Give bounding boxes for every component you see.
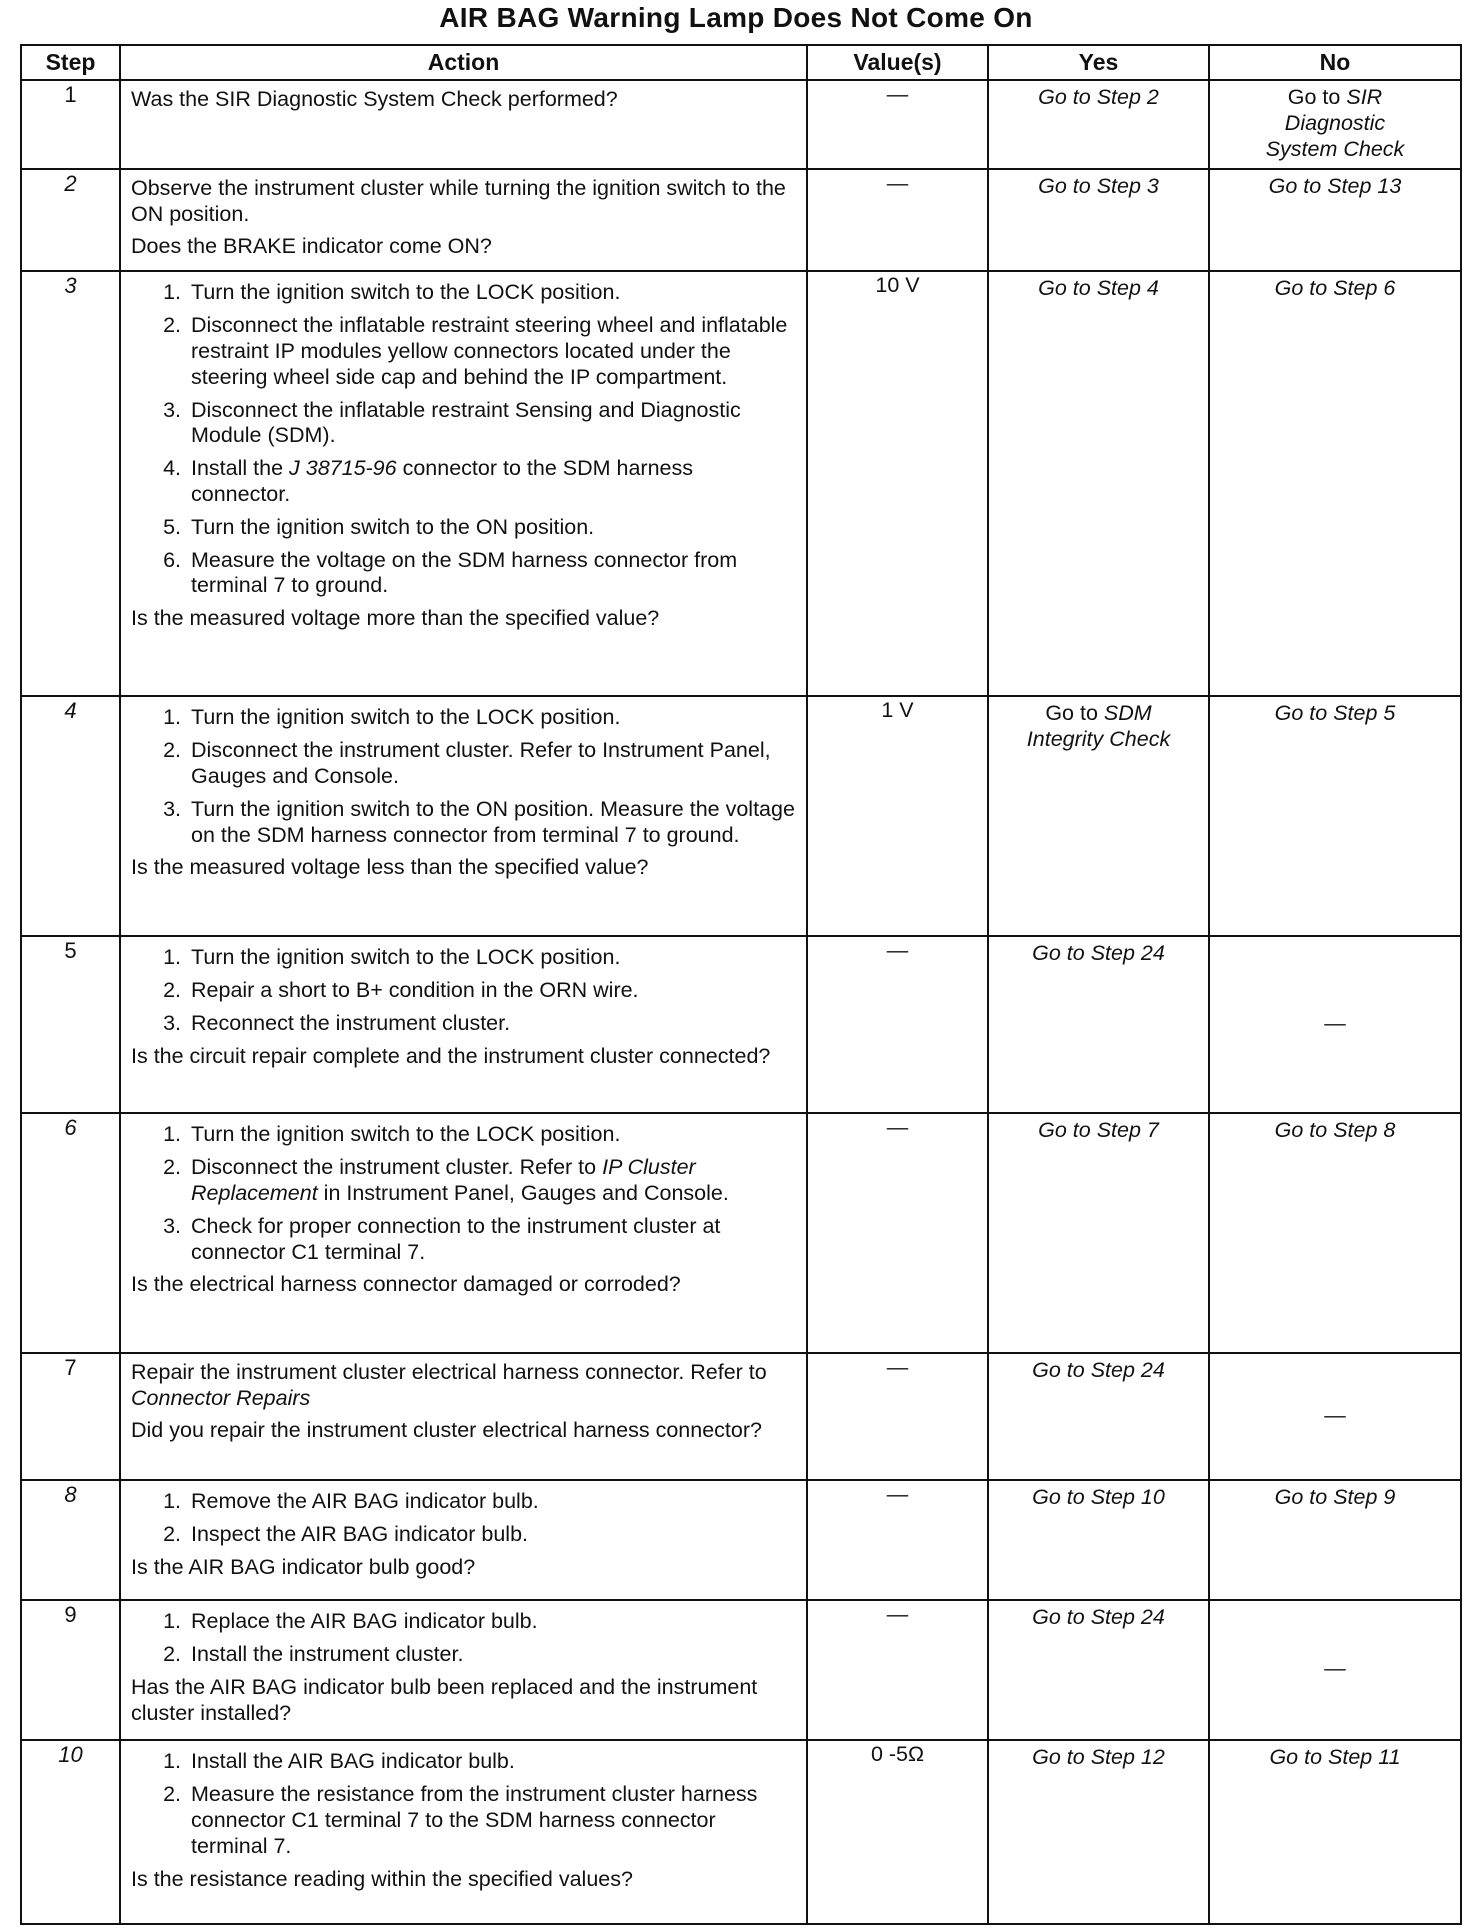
step-number: 3 (21, 271, 120, 696)
action-cell (120, 936, 807, 1113)
list-item: 1. Replace the AIR BAG indicator bulb. (187, 1609, 798, 1635)
no-cell: Go to Step 13 (1209, 169, 1461, 271)
action-question: Is the AIR BAG indicator bulb good? (131, 1554, 476, 1579)
list-item: 2. Disconnect the inflatable restraint steering wheel and inflatable restraint IP modules yellow connectors located under the steering wheel side cap and behind the IP compartment. (187, 313, 798, 390)
value-cell: — (807, 80, 988, 169)
value-cell: 10 V (807, 271, 988, 696)
action-paragraph: Observe the instrument cluster while turning the ignition switch to the ON position. (131, 176, 786, 227)
action-cell (120, 169, 807, 271)
list-item: 2. Inspect the AIR BAG indicator bulb. (187, 1522, 798, 1548)
no-cell: — (1209, 936, 1461, 1113)
step-number: 9 (21, 1600, 120, 1740)
action-steps-list (131, 945, 798, 1036)
action-question: Was the SIR Diagnostic System Check performed? (131, 87, 618, 111)
no-cell: — (1209, 1600, 1461, 1740)
no-cell: Go to Step 8 (1209, 1113, 1461, 1353)
list-item: 1. Remove the AIR BAG indicator bulb. (187, 1489, 798, 1515)
item-text: Disconnect the instrument cluster. Refer to (191, 1155, 597, 1180)
action-steps-list (131, 1749, 798, 1859)
no-ref-system-check: System Check (1265, 136, 1405, 161)
value-cell: 1 V (807, 696, 988, 936)
action-cell (120, 1600, 807, 1740)
action-cell (120, 1740, 807, 1924)
no-cell: Go to Step 9 (1209, 1480, 1461, 1600)
table-row (21, 936, 1461, 1113)
value-cell: — (807, 936, 988, 1113)
no-cell: — (1209, 1353, 1461, 1480)
table-row (21, 1600, 1461, 1740)
value-cell: — (807, 1600, 988, 1740)
action-question: Did you repair the instrument cluster electrical harness connector? (131, 1417, 762, 1442)
step-number: 6 (21, 1113, 120, 1353)
table-row (21, 169, 1461, 271)
list-item: 3. Reconnect the instrument cluster. (187, 1011, 798, 1037)
action-cell (120, 1353, 807, 1480)
step-number: 7 (21, 1353, 120, 1480)
no-ref-sir: SIR (1346, 85, 1383, 109)
action-cell (120, 80, 807, 169)
action-cell (120, 271, 807, 696)
yes-cell: Go to Step 24 (988, 1600, 1209, 1740)
list-item: 1. Turn the ignition switch to the LOCK position. (187, 945, 798, 971)
list-item: 3. Disconnect the inflatable restraint Sensing and Diagnostic Module (SDM). (187, 398, 798, 450)
list-item: 1. Install the AIR BAG indicator bulb. (187, 1749, 798, 1775)
action-steps-list (131, 1609, 798, 1668)
table-row (21, 1113, 1461, 1353)
list-item: 6. Measure the voltage on the SDM harness connector from terminal 7 to ground. (187, 548, 798, 600)
header-no: No (1209, 45, 1461, 80)
action-cell (120, 696, 807, 936)
list-item: 2. Repair a short to B+ condition in the ORN wire. (187, 978, 798, 1004)
no-cell: Go to Step 11 (1209, 1740, 1461, 1924)
list-item: 5. Turn the ignition switch to the ON position. (187, 515, 798, 541)
list-item (187, 456, 798, 508)
step-number: 8 (21, 1480, 120, 1600)
list-item: 2. Measure the resistance from the instrument cluster harness connector C1 terminal 7 to the SDM harness connector terminal 7. (187, 1782, 798, 1859)
yes-cell: Go to Step 7 (988, 1113, 1209, 1353)
yes-cell: Go to Step 12 (988, 1740, 1209, 1924)
yes-cell: Go to Step 24 (988, 1353, 1209, 1480)
header-action: Action (120, 45, 807, 80)
item-text-rest: in Instrument Panel, Gauges and Console. (323, 1180, 729, 1205)
yes-cell: Go to Step 24 (988, 936, 1209, 1113)
action-question: Is the electrical harness connector damaged or corroded? (131, 1272, 681, 1297)
no-cell (1209, 80, 1461, 169)
doc-reference: IP Cluster Replacement (191, 1155, 696, 1205)
value-cell: — (807, 169, 988, 271)
action-cell (120, 1480, 807, 1600)
yes-cell: Go to Step 10 (988, 1480, 1209, 1600)
action-question: Is the circuit repair complete and the instrument cluster connected? (131, 1043, 771, 1068)
action-question: Has the AIR BAG indicator bulb been replaced and the instrument cluster installed? (131, 1674, 758, 1725)
yes-ref-integrity-check: Integrity Check (1026, 727, 1171, 752)
doc-reference: Connector Repairs (131, 1386, 311, 1411)
no-prefix: Go to (1287, 85, 1341, 109)
step-number: 1 (21, 80, 120, 169)
action-paragraph-text: Repair the instrument cluster electrical harness connector. Refer to (131, 1360, 767, 1385)
list-item: 1. Turn the ignition switch to the LOCK position. (187, 1122, 798, 1148)
header-values: Value(s) (807, 45, 988, 80)
header-yes: Yes (988, 45, 1209, 80)
value-cell: — (807, 1353, 988, 1480)
list-item: 2. Install the instrument cluster. (187, 1642, 798, 1668)
action-steps-list (131, 1489, 798, 1548)
header-step: Step (21, 45, 120, 80)
action-question: Is the resistance reading within the specified values? (131, 1866, 633, 1891)
step-number: 2 (21, 169, 120, 271)
step-number: 5 (21, 936, 120, 1113)
table-row (21, 80, 1461, 169)
yes-cell: Go to Step 4 (988, 271, 1209, 696)
table-header-row (21, 45, 1461, 80)
table-row (21, 1353, 1461, 1480)
action-paragraph (131, 1360, 798, 1412)
yes-ref-sdm: SDM (1103, 701, 1152, 726)
list-item: 1. Turn the ignition switch to the LOCK position. (187, 280, 798, 306)
list-item: 2. Disconnect the instrument cluster. Refer to Instrument Panel, Gauges and Console. (187, 738, 798, 790)
value-cell: — (807, 1480, 988, 1600)
table-row (21, 271, 1461, 696)
action-question: Is the measured voltage less than the specified value? (131, 855, 649, 880)
action-steps-list (131, 280, 798, 599)
value-cell: 0 -5Ω (807, 1740, 988, 1924)
list-item: 1. Turn the ignition switch to the LOCK position. (187, 705, 798, 731)
item-text: Install the (191, 456, 284, 481)
no-cell: Go to Step 5 (1209, 696, 1461, 936)
table-row (21, 1740, 1461, 1924)
step-number: 10 (21, 1740, 120, 1924)
action-question: Is the measured voltage more than the specified value? (131, 606, 660, 631)
action-question: Does the BRAKE indicator come ON? (131, 233, 492, 258)
yes-cell: Go to Step 2 (988, 80, 1209, 169)
action-steps-list (131, 1122, 798, 1265)
yes-cell: Go to Step 3 (988, 169, 1209, 271)
action-cell (120, 1113, 807, 1353)
list-item: 3. Turn the ignition switch to the ON position. Measure the voltage on the SDM harness connector from terminal 7 to ground. (187, 797, 798, 849)
diagnostic-table (20, 44, 1462, 1925)
no-ref-diagnostic: Diagnostic (1284, 110, 1386, 135)
document-title: AIR BAG Warning Lamp Does Not Come On (439, 2, 1033, 33)
yes-cell (988, 696, 1209, 936)
no-cell: Go to Step 6 (1209, 271, 1461, 696)
list-item: 3. Check for proper connection to the instrument cluster at connector C1 terminal 7. (187, 1214, 798, 1266)
list-item (187, 1155, 798, 1207)
yes-prefix: Go to (1045, 701, 1098, 726)
action-steps-list (131, 705, 798, 848)
table-row (21, 1480, 1461, 1600)
item-text-rest: connector to the SDM harness connector. (191, 456, 693, 506)
tool-reference: J 38715-96 (289, 456, 397, 481)
value-cell: — (807, 1113, 988, 1353)
step-number: 4 (21, 696, 120, 936)
table-row (21, 696, 1461, 936)
